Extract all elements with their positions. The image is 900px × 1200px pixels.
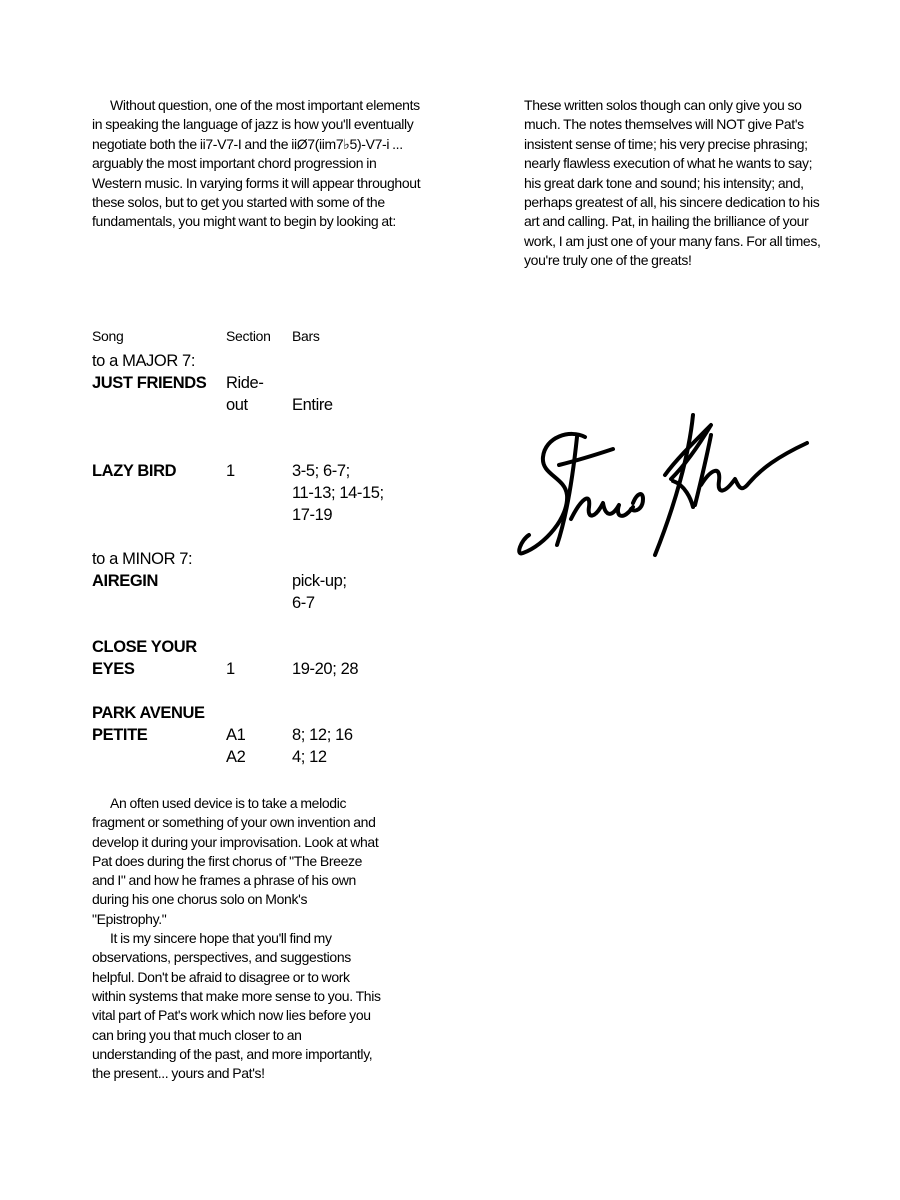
table-row <box>92 636 422 702</box>
song-bars: 3-5; 6-7; 11-13; 14-15; 17-19 <box>292 462 384 524</box>
table-row <box>92 702 422 768</box>
song-name: AIREGIN <box>92 572 158 590</box>
song-bars: 19-20; 28 <box>292 660 359 678</box>
header-bars: Bars <box>292 328 320 344</box>
table-row <box>92 570 422 636</box>
song-table <box>92 328 422 768</box>
song-bars: pick-up; 6-7 <box>292 572 347 612</box>
closing-section <box>92 794 382 1083</box>
intro-paragraph: Without question, one of the most important elements in speaking the language of jazz is how you'll eventually negotiate both the ii7-V7-I and the iiØ7(iim7♭5)-V7-i ... arguably the most important chord progression in Western music. In varying forms it will appear throughout these solos, but to get you started with some of the fundamentals, you might want to begin by looking at: <box>92 97 421 230</box>
song-name: LAZY BIRD <box>92 462 177 480</box>
song-bars: 8; 12; 16 4; 12 <box>292 726 353 766</box>
group-minor-label: to a MINOR 7: <box>92 550 193 568</box>
intro-column <box>92 96 422 232</box>
header-section: Section <box>226 328 271 344</box>
song-name-line2: PETITE <box>92 726 148 744</box>
table-row <box>92 460 422 548</box>
table-row <box>92 372 422 460</box>
song-section: A1 A2 <box>226 726 246 766</box>
song-section: 1 <box>226 660 235 678</box>
closing-paragraph-1: An often used device is to take a melodic fragment or something of your own invention and develop it during your improvisation. Look at what Pat does during the first chorus of "The Breeze and I" and how he frames a phrase of his own during his one chorus solo on Monk's "Epistrophy." <box>92 795 379 927</box>
song-name-line1: PARK AVENUE <box>92 704 205 722</box>
header-song: Song <box>92 328 124 344</box>
table-header <box>92 328 422 350</box>
closing-paragraph-2: It is my sincere hope that you'll find my observations, perspectives, and suggestions helpful. Don't be afraid to disagree or to work within systems that make more sense to you. This vital part of Pat's work which now lies before you can bring you that much closer to an understanding of the past, and more importantly, the present... yours and Pat's! <box>92 930 381 1082</box>
song-name-line1: CLOSE YOUR <box>92 638 197 656</box>
right-column <box>524 96 824 271</box>
song-section: Ride- out <box>226 374 264 414</box>
song-name-line2: EYES <box>92 660 135 678</box>
signature-image <box>515 395 815 570</box>
song-section: 1 <box>226 462 235 480</box>
right-paragraph: These written solos though can only give you so much. The notes themselves will NOT give Pat's insistent sense of time; his very precise phrasing; nearly flawless execution of what he wants to say; his great dark tone and sound; his intensity; and, perhaps greatest of all, his sincere dedication to his art and calling. Pat, in hailing the brilliance of your work, I am just one of your many fans. For all times, you're truly one of the greats! <box>524 97 821 269</box>
song-bars: Entire <box>292 396 333 414</box>
group-major-label: to a MAJOR 7: <box>92 352 196 370</box>
song-name: JUST FRIENDS <box>92 374 207 392</box>
